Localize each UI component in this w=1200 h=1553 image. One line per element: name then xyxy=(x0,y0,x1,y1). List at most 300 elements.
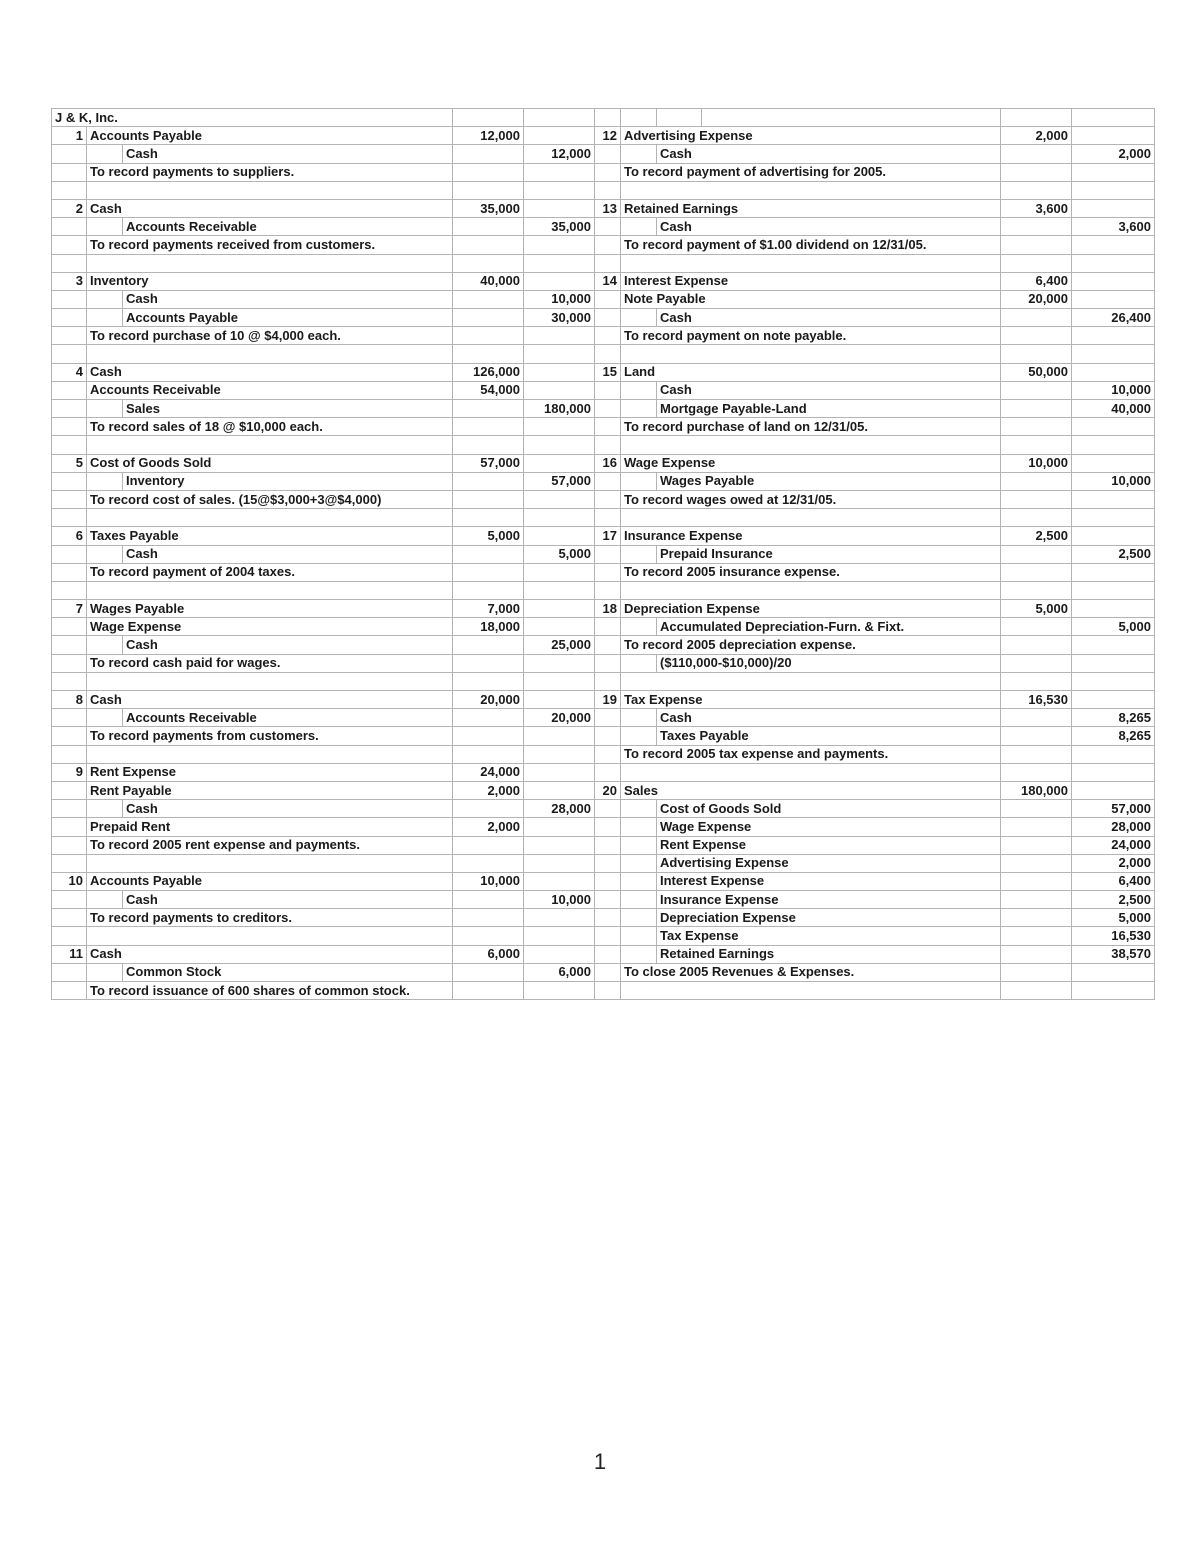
credit-amount xyxy=(524,927,595,945)
credit-amount xyxy=(1072,163,1155,181)
credit-amount xyxy=(524,327,595,345)
cell xyxy=(1001,109,1072,127)
entry-number xyxy=(595,727,621,745)
debit-amount: 16,530 xyxy=(1001,691,1072,709)
account-label: Advertising Expense xyxy=(657,854,1001,872)
table-row xyxy=(52,745,1155,763)
credit-amount xyxy=(1072,363,1155,381)
debit-amount: 2,000 xyxy=(1001,127,1072,145)
cell xyxy=(621,709,657,727)
credit-amount: 8,265 xyxy=(1072,727,1155,745)
cell xyxy=(595,109,621,127)
account-label: Tax Expense xyxy=(657,927,1001,945)
entry-number xyxy=(595,236,621,254)
account-label: To record 2005 insurance expense. xyxy=(621,563,1001,581)
account-label: Accounts Receivable xyxy=(123,709,453,727)
credit-amount xyxy=(1072,982,1155,1000)
account-label: Sales xyxy=(621,781,1001,799)
credit-amount: 25,000 xyxy=(524,636,595,654)
account-label xyxy=(87,581,453,599)
credit-amount xyxy=(524,909,595,927)
debit-amount: 10,000 xyxy=(453,872,524,890)
account-label: To close 2005 Revenues & Expenses. xyxy=(621,963,1001,981)
table-row xyxy=(52,600,1155,618)
credit-amount: 2,500 xyxy=(1072,545,1155,563)
account-label: Cash xyxy=(87,363,453,381)
credit-amount xyxy=(524,982,595,1000)
entry-number xyxy=(52,345,87,363)
credit-amount xyxy=(524,691,595,709)
debit-amount xyxy=(1001,672,1072,690)
debit-amount xyxy=(453,927,524,945)
table-row xyxy=(52,490,1155,508)
cell xyxy=(87,963,123,981)
credit-amount: 10,000 xyxy=(524,290,595,308)
credit-amount xyxy=(524,254,595,272)
credit-amount xyxy=(524,600,595,618)
entry-number xyxy=(52,327,87,345)
table-row xyxy=(52,454,1155,472)
entry-number: 4 xyxy=(52,363,87,381)
cell xyxy=(621,654,657,672)
account-label: To record payments from customers. xyxy=(87,727,453,745)
debit-amount xyxy=(453,636,524,654)
page-number: 1 xyxy=(593,1449,607,1474)
credit-amount xyxy=(1072,600,1155,618)
credit-amount xyxy=(1072,527,1155,545)
debit-amount xyxy=(1001,982,1072,1000)
credit-amount xyxy=(524,672,595,690)
account-label: ($110,000-$10,000)/20 xyxy=(657,654,1001,672)
table-row xyxy=(52,181,1155,199)
table-row xyxy=(52,472,1155,490)
company-name: J & K, Inc. xyxy=(52,109,453,127)
cell xyxy=(621,854,657,872)
debit-amount: 57,000 xyxy=(453,454,524,472)
debit-amount xyxy=(1001,927,1072,945)
debit-amount xyxy=(1001,745,1072,763)
account-label: Taxes Payable xyxy=(657,727,1001,745)
debit-amount: 5,000 xyxy=(1001,600,1072,618)
entry-number xyxy=(595,836,621,854)
account-label: Cash xyxy=(657,145,1001,163)
debit-amount xyxy=(1001,254,1072,272)
table-row xyxy=(52,254,1155,272)
credit-amount xyxy=(524,727,595,745)
table-row xyxy=(52,272,1155,290)
entry-number xyxy=(595,218,621,236)
debit-amount: 54,000 xyxy=(453,381,524,399)
debit-amount xyxy=(1001,891,1072,909)
account-label xyxy=(621,254,1001,272)
account-label: Accounts Receivable xyxy=(123,218,453,236)
debit-amount xyxy=(453,963,524,981)
account-label xyxy=(621,181,1001,199)
entry-number xyxy=(52,181,87,199)
credit-amount xyxy=(1072,418,1155,436)
debit-amount xyxy=(453,800,524,818)
cell xyxy=(87,145,123,163)
entry-number: 14 xyxy=(595,272,621,290)
account-label: To record sales of 18 @ $10,000 each. xyxy=(87,418,453,436)
cell xyxy=(621,927,657,945)
account-label xyxy=(621,763,1001,781)
cell xyxy=(621,545,657,563)
credit-amount: 28,000 xyxy=(1072,818,1155,836)
entry-number: 7 xyxy=(52,600,87,618)
account-label: Sales xyxy=(123,400,453,418)
table-row xyxy=(52,290,1155,308)
credit-amount xyxy=(524,199,595,217)
table-row xyxy=(52,400,1155,418)
debit-amount xyxy=(1001,563,1072,581)
account-label: Cash xyxy=(87,691,453,709)
credit-amount xyxy=(1072,672,1155,690)
debit-amount xyxy=(453,709,524,727)
account-label: To record payment on note payable. xyxy=(621,327,1001,345)
debit-amount xyxy=(1001,218,1072,236)
cell xyxy=(621,109,657,127)
table-row xyxy=(52,527,1155,545)
account-label xyxy=(621,982,1001,1000)
debit-amount: 180,000 xyxy=(1001,781,1072,799)
table-row xyxy=(52,163,1155,181)
debit-amount xyxy=(453,654,524,672)
table-row xyxy=(52,927,1155,945)
entry-number xyxy=(52,309,87,327)
debit-amount xyxy=(453,982,524,1000)
account-label: To record cost of sales. (15@$3,000+3@$4,000) xyxy=(87,490,453,508)
entry-number xyxy=(595,872,621,890)
account-label: Prepaid Rent xyxy=(87,818,453,836)
table-row xyxy=(52,763,1155,781)
credit-amount xyxy=(524,745,595,763)
debit-amount xyxy=(1001,854,1072,872)
debit-amount: 35,000 xyxy=(453,199,524,217)
account-label: Accounts Receivable xyxy=(87,381,453,399)
table-row xyxy=(52,218,1155,236)
table-row xyxy=(52,891,1155,909)
debit-amount xyxy=(1001,163,1072,181)
entry-number xyxy=(52,545,87,563)
table-row xyxy=(52,381,1155,399)
credit-amount xyxy=(1072,454,1155,472)
cell xyxy=(621,727,657,745)
credit-amount: 6,000 xyxy=(524,963,595,981)
debit-amount xyxy=(1001,909,1072,927)
entry-number xyxy=(52,672,87,690)
credit-amount xyxy=(524,872,595,890)
debit-amount: 2,000 xyxy=(453,818,524,836)
entry-number xyxy=(52,472,87,490)
account-label: Taxes Payable xyxy=(87,527,453,545)
account-label: To record cash paid for wages. xyxy=(87,654,453,672)
debit-amount xyxy=(453,418,524,436)
account-label: Mortgage Payable-Land xyxy=(657,400,1001,418)
debit-amount xyxy=(453,290,524,308)
entry-number: 19 xyxy=(595,691,621,709)
debit-amount xyxy=(1001,400,1072,418)
table-row xyxy=(52,418,1155,436)
account-label: Cash xyxy=(657,218,1001,236)
account-label: To record 2005 depreciation expense. xyxy=(621,636,1001,654)
table-row xyxy=(52,363,1155,381)
cell xyxy=(524,109,595,127)
cell xyxy=(87,800,123,818)
entry-number xyxy=(595,672,621,690)
entry-number: 18 xyxy=(595,600,621,618)
entry-number xyxy=(595,163,621,181)
entry-number xyxy=(52,254,87,272)
account-label: Cash xyxy=(123,290,453,308)
account-label xyxy=(87,345,453,363)
credit-amount xyxy=(1072,490,1155,508)
account-label: Insurance Expense xyxy=(657,891,1001,909)
debit-amount xyxy=(1001,545,1072,563)
table-row xyxy=(52,800,1155,818)
entry-number xyxy=(52,818,87,836)
debit-amount: 2,500 xyxy=(1001,527,1072,545)
entry-number xyxy=(52,618,87,636)
account-label: Insurance Expense xyxy=(621,527,1001,545)
credit-amount: 35,000 xyxy=(524,218,595,236)
table-row xyxy=(52,836,1155,854)
credit-amount xyxy=(524,763,595,781)
debit-amount: 3,600 xyxy=(1001,199,1072,217)
cell xyxy=(87,891,123,909)
debit-amount xyxy=(1001,654,1072,672)
entry-number: 13 xyxy=(595,199,621,217)
credit-amount: 38,570 xyxy=(1072,945,1155,963)
debit-amount xyxy=(453,563,524,581)
account-label: Inventory xyxy=(87,272,453,290)
account-label: Cash xyxy=(87,199,453,217)
debit-amount xyxy=(1001,945,1072,963)
table-row xyxy=(52,545,1155,563)
entry-number xyxy=(595,309,621,327)
account-label: Wages Payable xyxy=(657,472,1001,490)
table-row xyxy=(52,127,1155,145)
debit-amount: 10,000 xyxy=(1001,454,1072,472)
account-label xyxy=(87,181,453,199)
cell xyxy=(87,400,123,418)
credit-amount xyxy=(1072,254,1155,272)
company-row xyxy=(52,109,1155,127)
entry-number: 11 xyxy=(52,945,87,963)
account-label: Common Stock xyxy=(123,963,453,981)
debit-amount xyxy=(453,472,524,490)
table-row xyxy=(52,309,1155,327)
account-label: Land xyxy=(621,363,1001,381)
account-label: Wage Expense xyxy=(87,618,453,636)
credit-amount xyxy=(1072,327,1155,345)
debit-amount xyxy=(1001,181,1072,199)
debit-amount xyxy=(453,509,524,527)
entry-number xyxy=(595,709,621,727)
debit-amount: 50,000 xyxy=(1001,363,1072,381)
cell xyxy=(621,145,657,163)
debit-amount xyxy=(1001,963,1072,981)
entry-number xyxy=(52,800,87,818)
debit-amount xyxy=(1001,872,1072,890)
account-label: Accounts Payable xyxy=(87,872,453,890)
entry-number xyxy=(595,909,621,927)
credit-amount xyxy=(1072,563,1155,581)
debit-amount xyxy=(1001,327,1072,345)
account-label: To record payments received from customers. xyxy=(87,236,453,254)
debit-amount xyxy=(1001,800,1072,818)
debit-amount: 40,000 xyxy=(453,272,524,290)
debit-amount xyxy=(1001,145,1072,163)
entry-number: 1 xyxy=(52,127,87,145)
credit-amount: 28,000 xyxy=(524,800,595,818)
entry-number xyxy=(52,654,87,672)
cell xyxy=(621,872,657,890)
debit-amount xyxy=(1001,490,1072,508)
table-row xyxy=(52,818,1155,836)
cell xyxy=(621,800,657,818)
debit-amount: 5,000 xyxy=(453,527,524,545)
credit-amount xyxy=(1072,236,1155,254)
debit-amount xyxy=(453,327,524,345)
debit-amount: 6,400 xyxy=(1001,272,1072,290)
account-label xyxy=(87,509,453,527)
table-row xyxy=(52,345,1155,363)
entry-number xyxy=(595,745,621,763)
account-label: Cash xyxy=(657,309,1001,327)
table-row xyxy=(52,327,1155,345)
credit-amount xyxy=(1072,654,1155,672)
credit-amount: 26,400 xyxy=(1072,309,1155,327)
entry-number xyxy=(595,763,621,781)
debit-amount xyxy=(453,145,524,163)
account-label: Rent Payable xyxy=(87,781,453,799)
debit-amount xyxy=(1001,381,1072,399)
table-row xyxy=(52,145,1155,163)
credit-amount: 5,000 xyxy=(1072,909,1155,927)
credit-amount xyxy=(1072,509,1155,527)
account-label: To record wages owed at 12/31/05. xyxy=(621,490,1001,508)
credit-amount xyxy=(524,490,595,508)
account-label: Advertising Expense xyxy=(621,127,1001,145)
credit-amount: 10,000 xyxy=(1072,381,1155,399)
debit-amount xyxy=(1001,818,1072,836)
cell xyxy=(621,381,657,399)
debit-amount xyxy=(1001,472,1072,490)
entry-number xyxy=(52,745,87,763)
entry-number xyxy=(52,490,87,508)
account-label: To record purchase of land on 12/31/05. xyxy=(621,418,1001,436)
table-row xyxy=(52,709,1155,727)
cell xyxy=(1072,109,1155,127)
account-label: Rent Expense xyxy=(657,836,1001,854)
credit-amount: 8,265 xyxy=(1072,709,1155,727)
account-label: Rent Expense xyxy=(87,763,453,781)
account-label: Tax Expense xyxy=(621,691,1001,709)
credit-amount: 57,000 xyxy=(524,472,595,490)
entry-number xyxy=(52,854,87,872)
entry-number: 3 xyxy=(52,272,87,290)
table-row xyxy=(52,781,1155,799)
table-row xyxy=(52,563,1155,581)
entry-number xyxy=(595,436,621,454)
credit-amount: 16,530 xyxy=(1072,927,1155,945)
debit-amount xyxy=(453,436,524,454)
account-label: Depreciation Expense xyxy=(657,909,1001,927)
debit-amount xyxy=(453,745,524,763)
cell xyxy=(87,218,123,236)
credit-amount: 3,600 xyxy=(1072,218,1155,236)
table-row xyxy=(52,654,1155,672)
account-label: To record issuance of 600 shares of common stock. xyxy=(87,982,453,1000)
account-label: Cash xyxy=(123,145,453,163)
credit-amount xyxy=(524,527,595,545)
account-label xyxy=(621,509,1001,527)
entry-number xyxy=(595,472,621,490)
entry-number xyxy=(595,891,621,909)
account-label: Cost of Goods Sold xyxy=(657,800,1001,818)
debit-amount xyxy=(453,254,524,272)
account-label: Cash xyxy=(657,381,1001,399)
entry-number xyxy=(595,963,621,981)
credit-amount xyxy=(524,454,595,472)
entry-number xyxy=(52,163,87,181)
table-row xyxy=(52,727,1155,745)
debit-amount xyxy=(1001,581,1072,599)
debit-amount: 18,000 xyxy=(453,618,524,636)
entry-number xyxy=(52,909,87,927)
account-label: Accounts Payable xyxy=(123,309,453,327)
credit-amount: 10,000 xyxy=(524,891,595,909)
entry-number: 17 xyxy=(595,527,621,545)
debit-amount xyxy=(453,400,524,418)
cell xyxy=(621,472,657,490)
debit-amount xyxy=(453,909,524,927)
credit-amount xyxy=(524,272,595,290)
credit-amount xyxy=(524,945,595,963)
entry-number xyxy=(52,581,87,599)
entry-number xyxy=(52,236,87,254)
cell xyxy=(621,818,657,836)
entry-number xyxy=(595,400,621,418)
account-label: Cash xyxy=(657,709,1001,727)
credit-amount xyxy=(1072,745,1155,763)
debit-amount xyxy=(1001,309,1072,327)
entry-number xyxy=(595,327,621,345)
account-label: To record purchase of 10 @ $4,000 each. xyxy=(87,327,453,345)
entry-number xyxy=(52,563,87,581)
table-row xyxy=(52,436,1155,454)
account-label: Accumulated Depreciation-Furn. & Fixt. xyxy=(657,618,1001,636)
credit-amount xyxy=(1072,763,1155,781)
entry-number xyxy=(52,891,87,909)
account-label: To record payment of $1.00 dividend on 12/31/05. xyxy=(621,236,1001,254)
debit-amount xyxy=(453,181,524,199)
debit-amount xyxy=(1001,345,1072,363)
credit-amount: 2,000 xyxy=(1072,854,1155,872)
debit-amount xyxy=(1001,836,1072,854)
entry-number: 15 xyxy=(595,363,621,381)
table-row xyxy=(52,945,1155,963)
credit-amount xyxy=(524,181,595,199)
cell xyxy=(87,709,123,727)
credit-amount xyxy=(524,854,595,872)
credit-amount xyxy=(1072,636,1155,654)
entry-number xyxy=(52,963,87,981)
entry-number xyxy=(52,218,87,236)
account-label: Depreciation Expense xyxy=(621,600,1001,618)
debit-amount: 20,000 xyxy=(453,691,524,709)
